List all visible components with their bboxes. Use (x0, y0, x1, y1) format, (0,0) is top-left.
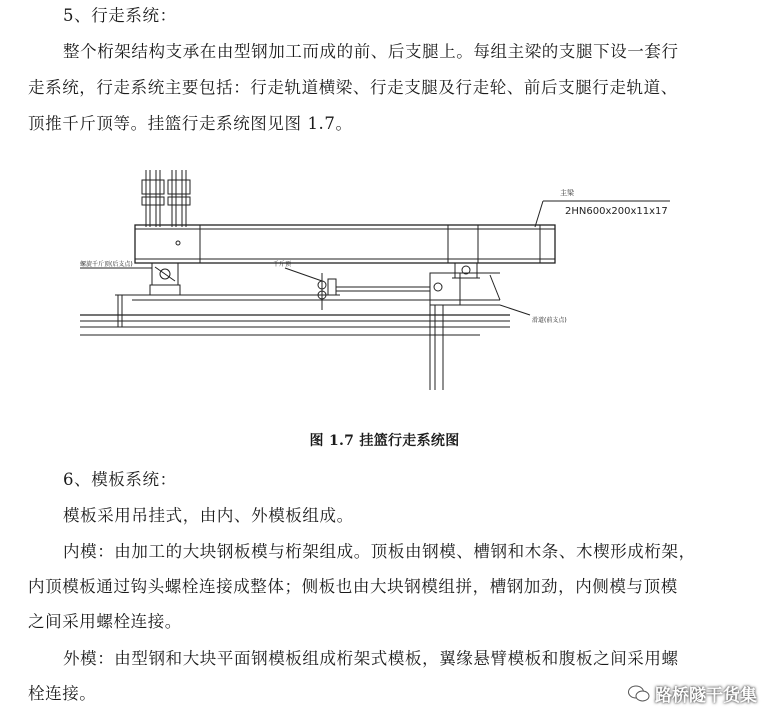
label-beam-spec: 2HN600x200x11x17 (565, 206, 668, 217)
section5-paragraph-line1: 整个桁架结构支承在由型钢加工而成的前、后支腿上。每组主梁的支腿下设一套行 (63, 42, 679, 61)
section6-paragraph2-line2: 内顶模板通过钩头螺栓连接成整体；侧板也由大块钢模组拼，槽钢加劲，内侧模与顶模 (28, 577, 678, 596)
rear-support (150, 263, 180, 295)
front-support (452, 263, 480, 278)
label-jack: 千斤顶 (273, 261, 292, 268)
wechat-icon (628, 685, 650, 703)
section6-paragraph1: 模板采用吊挂式，由内、外模板组成。 (63, 506, 354, 525)
section6-paragraph2-line1: 内模：由加工的大块钢板模与桁架组成。顶板由钢模、槽钢和木条、木楔形成桁架， (63, 542, 696, 561)
track-rails (80, 295, 510, 335)
traveling-system-drawing (60, 155, 740, 400)
section5-heading: 5、行走系统： (63, 6, 177, 25)
label-main-beam: 主梁 (560, 189, 574, 197)
section6-heading: 6、模板系统： (63, 470, 177, 489)
section5-paragraph-line3: 顶推千斤顶等。挂篮行走系统图见图 1.7。 (28, 114, 353, 133)
section6-paragraph3-line1: 外模：由型钢和大块平面钢模板组成桁架式模板，翼缘悬臂模板和腹板之间采用螺 (63, 649, 679, 668)
watermark (628, 681, 757, 706)
leader-lines (80, 201, 670, 315)
figure-caption: 图 1.7 挂篮行走系统图 (309, 433, 460, 449)
main-beam (135, 225, 555, 263)
hanger-rods (142, 170, 190, 227)
jack-assembly (318, 273, 500, 310)
section6-paragraph2-line3: 之间采用螺栓连接。 (28, 612, 182, 631)
label-track: 滑道(前支点) (532, 317, 567, 324)
label-rear-support: 螺旋千斤顶(后支点) (80, 261, 133, 268)
watermark-text: 路桥隧干货集 (655, 686, 757, 706)
section5-paragraph-line2: 走系统，行走系统主要包括：行走轨道横梁、行走支腿及行走轮、前后支腿行走轨道、 (28, 78, 678, 97)
section6-paragraph3-line2: 栓连接。 (28, 684, 97, 703)
support-posts (430, 305, 443, 390)
